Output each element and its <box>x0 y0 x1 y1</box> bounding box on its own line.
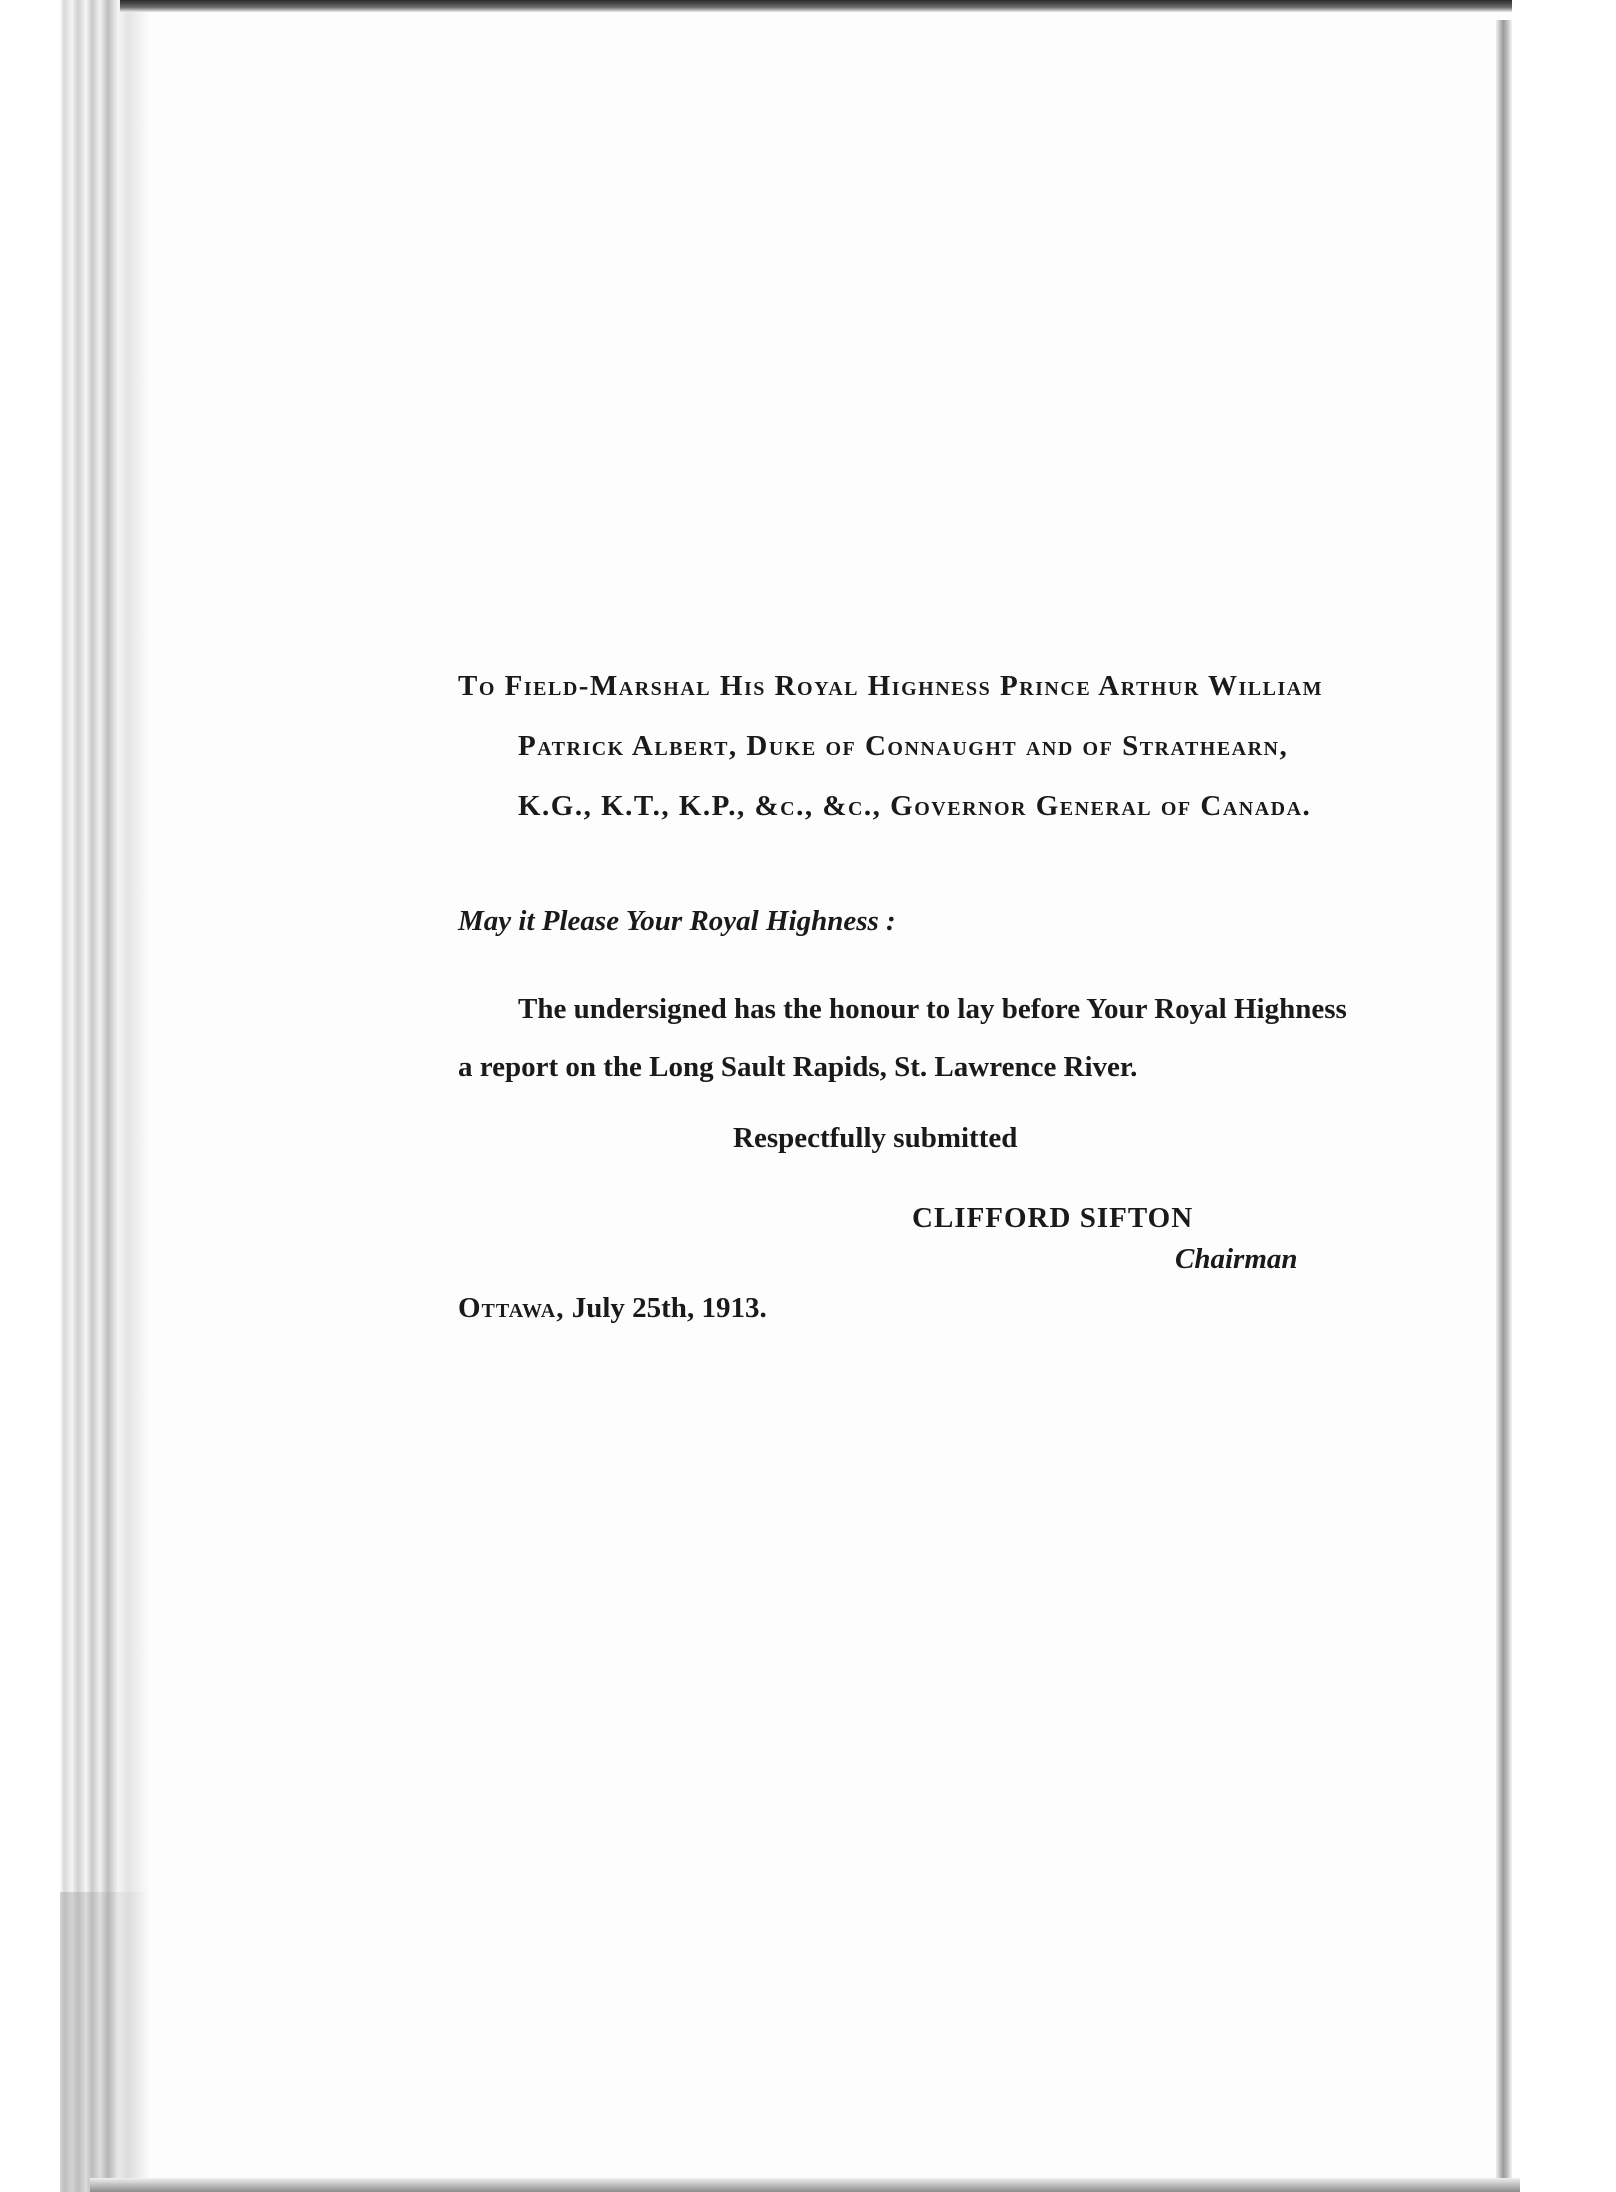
date: July 25th, 1913. <box>571 1292 767 1324</box>
address-line-1: To Field-Marshal His Royal Highness Prince Arthur William <box>458 670 1324 702</box>
address-line-3: K.G., K.T., K.P., &c., &c., Governor General of Canada. <box>518 790 1312 822</box>
signer-name: CLIFFORD SIFTON <box>912 1202 1194 1234</box>
body-line-1: The undersigned has the honour to lay before Your Royal Highness <box>518 993 1347 1025</box>
signer-title: Chairman <box>1175 1243 1298 1275</box>
body-line-2: a report on the Long Sault Rapids, St. Lawrence River. <box>458 1051 1138 1083</box>
closing: Respectfully submitted <box>733 1122 1018 1154</box>
place-and-date <box>458 1292 767 1325</box>
body-paragraph <box>458 980 1403 1096</box>
place: Ottawa, <box>458 1292 565 1324</box>
salutation: May it Please Your Royal Highness : <box>458 905 896 937</box>
address-line-2: Patrick Albert, Duke of Connaught and of Strathearn, <box>518 730 1289 762</box>
